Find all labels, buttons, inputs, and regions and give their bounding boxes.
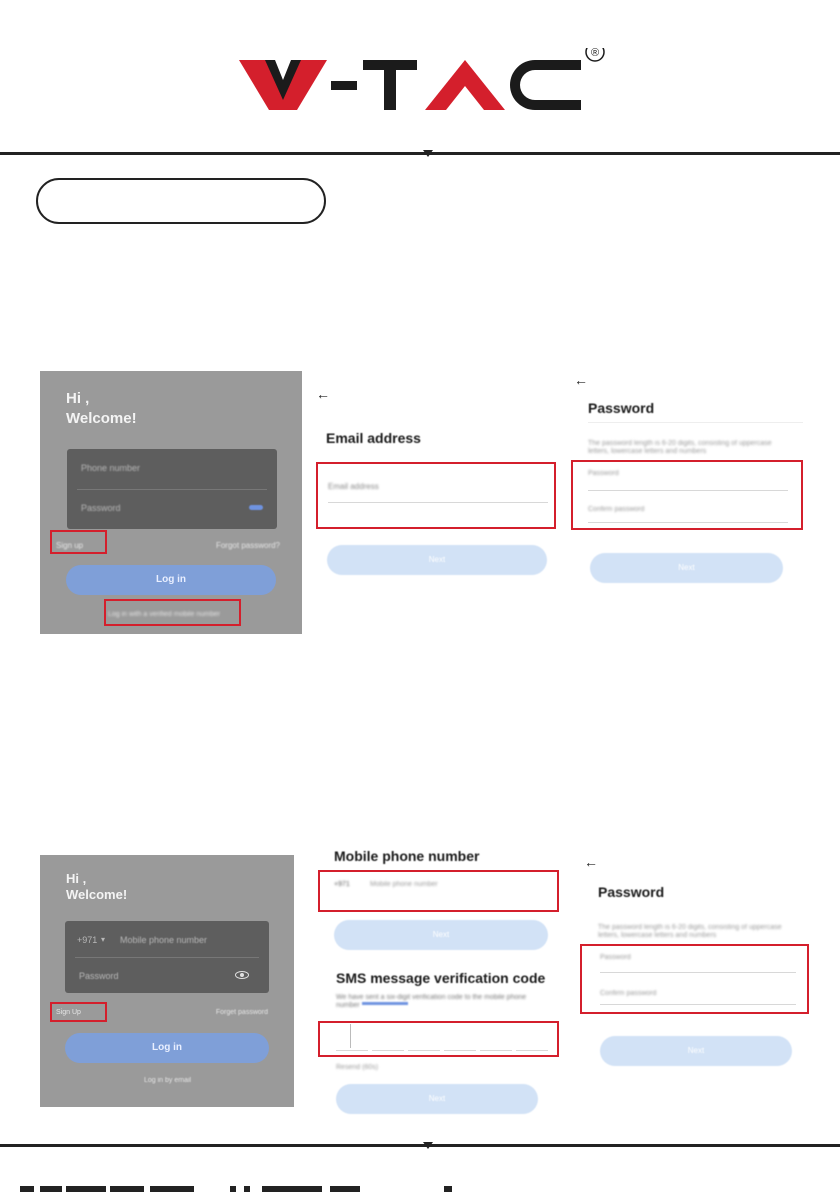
forget-password-link[interactable]: Forget password — [215, 1009, 268, 1016]
highlight-password-fields[interactable] — [571, 460, 803, 530]
highlight-mobile-field[interactable] — [318, 870, 559, 912]
title-underline — [588, 422, 803, 423]
login-screen-email — [40, 371, 302, 634]
password-hint: The password length is 6-20 digits, consisting of uppercase letters, lowercase letters and numbers — [588, 440, 772, 455]
highlight-password-fields[interactable] — [580, 944, 809, 1014]
registered-mark: ® — [590, 48, 600, 59]
highlight-sign-up — [50, 1002, 107, 1022]
mobile-field-label: Mobile phone number — [370, 881, 438, 888]
phone-field[interactable]: Phone number — [81, 463, 141, 473]
vtac-logo-mark — [235, 48, 605, 120]
email-next-button[interactable]: Next — [327, 545, 547, 575]
highlight-alt-login — [104, 599, 241, 626]
sms-next-button[interactable]: Next — [336, 1084, 538, 1114]
sms-hint: We have sent a six-digit verification code to the mobile phone number — [336, 994, 527, 1009]
login-button[interactable]: Log in — [65, 1033, 269, 1063]
chevron-down-icon[interactable]: ▾ — [101, 935, 106, 944]
password-title: Password — [598, 884, 665, 900]
greeting-welcome: Welcome! — [66, 887, 128, 902]
alt-login-link[interactable]: Log in with a verified mobile number — [108, 611, 221, 618]
forgot-password-link[interactable]: Forgot password? — [215, 541, 280, 550]
sms-title: SMS message verification code — [336, 970, 546, 986]
sign-up-link[interactable]: Sign up — [56, 541, 84, 550]
login-button[interactable]: Log in — [66, 565, 276, 595]
resend-link[interactable]: Resend (60s) — [336, 1064, 379, 1071]
login-screen-phone — [40, 855, 294, 1107]
password-hint: The password length is 6-20 digits, consisting of uppercase letters, lowercase letters and numbers — [598, 924, 782, 939]
footer-cropped-marks — [0, 1186, 840, 1192]
country-code[interactable]: +971 — [77, 935, 98, 945]
header-rule-notch — [423, 150, 433, 157]
section-title-pill — [36, 178, 326, 224]
mobile-field[interactable]: Mobile phone number — [120, 935, 208, 945]
country-code[interactable]: +971 — [334, 881, 350, 888]
header-rule — [0, 152, 840, 155]
password-field[interactable]: Password — [81, 503, 121, 513]
password-label: Password — [588, 470, 619, 477]
highlight-sms-code[interactable] — [318, 1021, 559, 1057]
greeting-welcome: Welcome! — [66, 410, 137, 427]
back-arrow-icon[interactable]: ← — [574, 372, 588, 388]
password-label: Password — [600, 954, 631, 961]
footer-rule — [0, 1144, 840, 1147]
back-arrow-icon[interactable]: ← — [584, 854, 598, 870]
brand-logo — [235, 48, 605, 120]
highlight-sign-up — [50, 530, 107, 554]
email-field-label: Email address — [328, 482, 379, 491]
sign-up-link[interactable]: Sign Up — [56, 1009, 81, 1016]
mobile-title: Mobile phone number — [334, 848, 480, 864]
password-field[interactable]: Password — [79, 971, 119, 981]
greeting-hi: Hi , — [66, 390, 90, 407]
login-card — [65, 921, 269, 993]
card-divider — [77, 489, 267, 490]
password-next-button[interactable]: Next — [600, 1036, 792, 1066]
greeting-hi: Hi , — [66, 871, 87, 886]
masked-number — [362, 1002, 408, 1005]
password-title: Password — [588, 400, 655, 416]
alt-login-link[interactable]: Log in by email — [144, 1077, 192, 1084]
confirm-label: Confirm password — [588, 506, 645, 513]
card-divider — [75, 957, 259, 958]
mobile-next-button[interactable]: Next — [334, 920, 548, 950]
email-title: Email address — [326, 430, 421, 446]
highlight-email-field[interactable] — [316, 462, 556, 529]
back-arrow-icon[interactable]: ← — [316, 386, 330, 402]
footer-rule-notch — [423, 1142, 433, 1149]
eye-icon[interactable] — [235, 971, 249, 979]
confirm-label: Confirm password — [600, 990, 657, 997]
login-card — [67, 449, 277, 529]
eye-icon[interactable] — [249, 505, 263, 510]
password-next-button[interactable]: Next — [590, 553, 783, 583]
brand-wordmark — [235, 48, 236, 49]
